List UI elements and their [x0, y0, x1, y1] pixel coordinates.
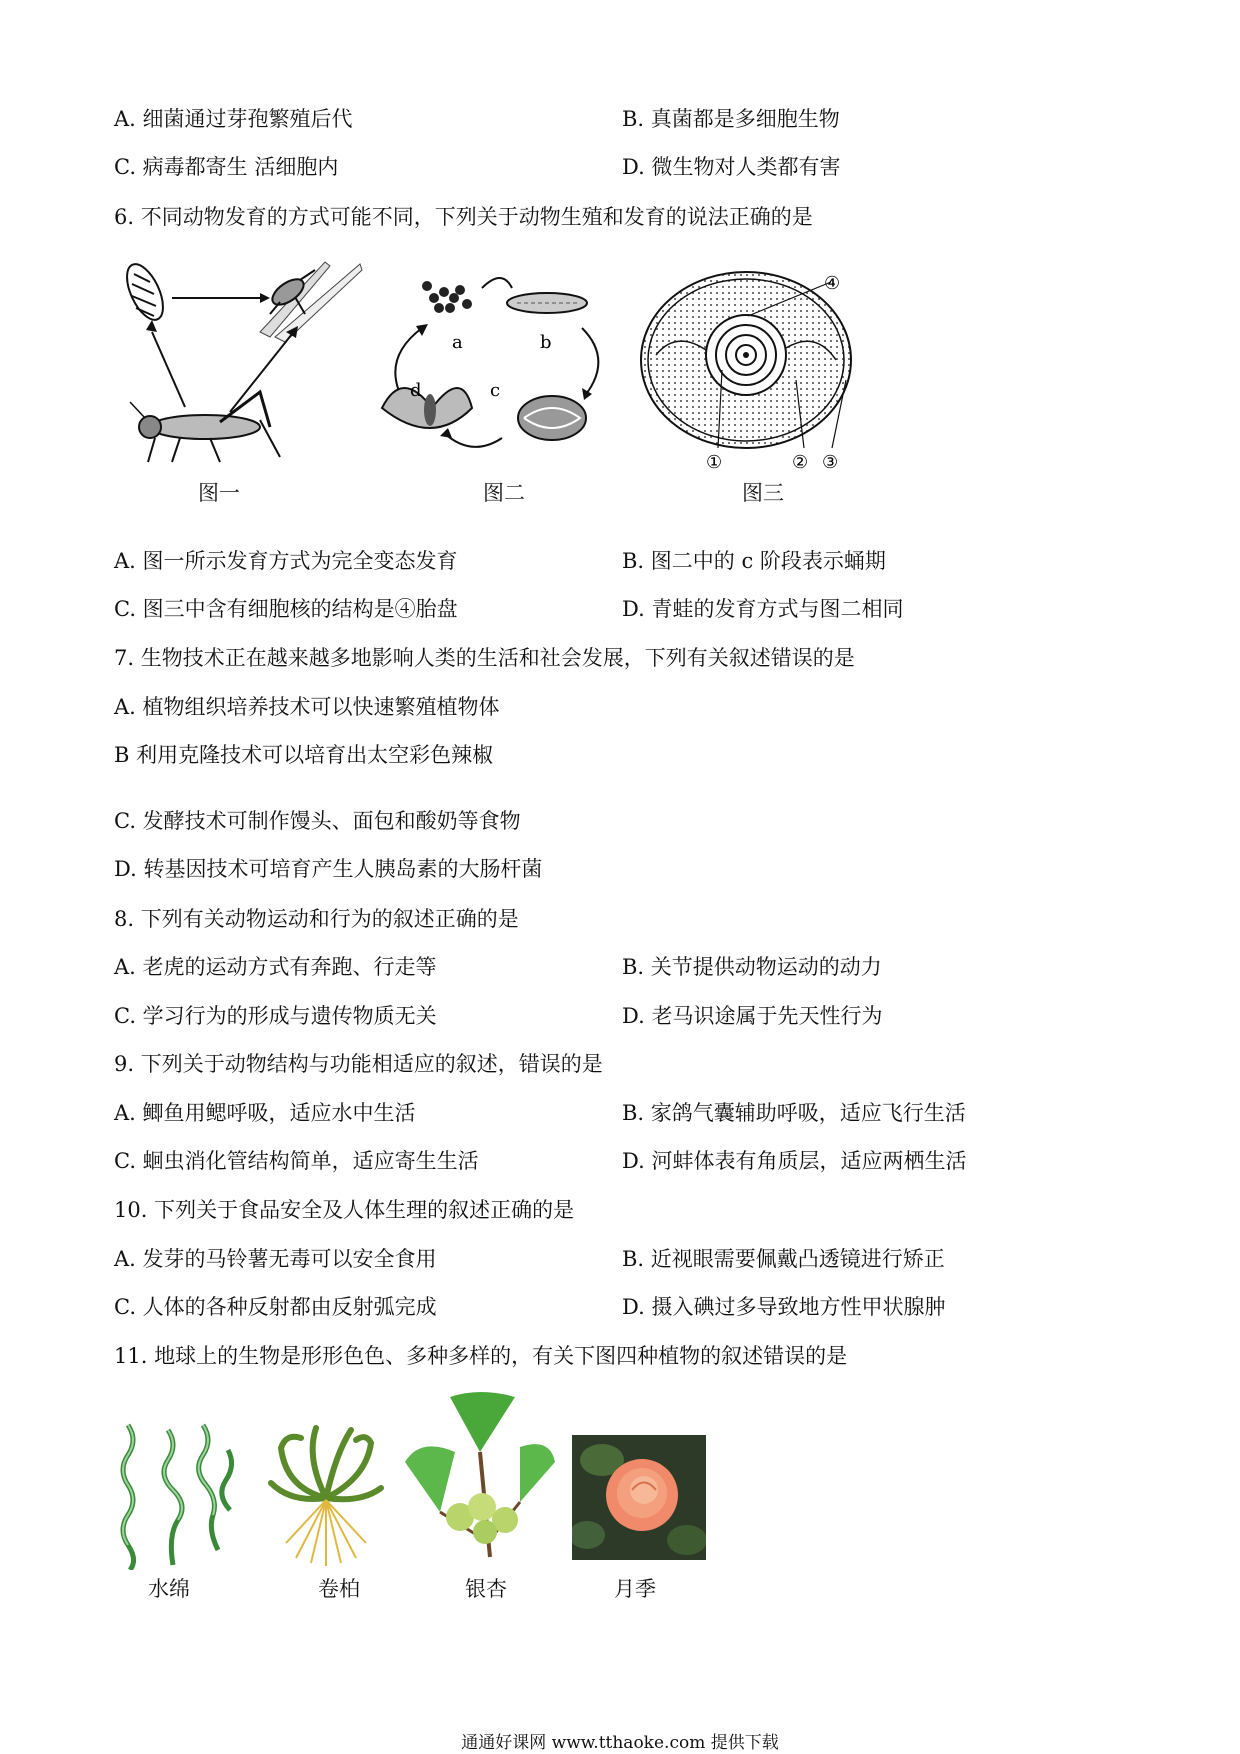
eggs-icon: [422, 281, 472, 313]
fig2-label-a: a: [452, 332, 463, 353]
q5-option-b: B. 真菌都是多细胞生物: [622, 107, 840, 131]
q6-option-d: D. 青蛙的发育方式与图二相同: [622, 597, 904, 621]
pupa-icon: [518, 396, 586, 440]
figure-1-grasshopper-cycle: [110, 252, 380, 472]
q10-option-d: D. 摄入碘过多导致地方性甲状腺肿: [622, 1295, 946, 1319]
q11-stem: 11. 地球上的生物是形形色色、多种多样的，有关下图四种植物的叙述错误的是: [114, 1344, 848, 1368]
egg-icon: [120, 259, 171, 325]
fig3-label-1: ①: [706, 452, 723, 473]
q10-stem: 10. 下列关于食品安全及人体生理的叙述正确的是: [114, 1198, 575, 1222]
moth-icon: [382, 388, 472, 428]
q8-option-d: D. 老马识途属于先天性行为: [622, 1004, 883, 1028]
q9-option-a: A. 鲫鱼用鳃呼吸，适应水中生活: [114, 1101, 416, 1125]
q9-option-c: C. 蛔虫消化管结构简单，适应寄生生活: [114, 1149, 479, 1173]
q6-stem: 6. 不同动物发育的方式可能不同，下列关于动物生殖和发育的说法正确的是: [114, 205, 813, 229]
q5-option-c: C. 病毒都寄生 活细胞内: [114, 155, 339, 179]
spirogyra-caption: 水绵: [148, 1577, 190, 1601]
q5-option-d: D. 微生物对人类都有害: [622, 155, 841, 179]
figure-3-bird-egg: [636, 260, 876, 475]
selaginella-image: [266, 1418, 386, 1568]
rose-image: [572, 1435, 706, 1560]
q10-option-b: B. 近视眼需要佩戴凸透镜进行矫正: [622, 1247, 945, 1271]
q6-option-b: B. 图二中的 c 阶段表示蛹期: [622, 549, 886, 573]
fig2-label-c: c: [490, 380, 501, 401]
figure-2-caption: 图二: [483, 481, 525, 505]
fig3-label-3: ③: [822, 452, 839, 473]
q10-option-a: A. 发芽的马铃薯无毒可以安全食用: [114, 1247, 437, 1271]
q7-option-c: C. 发酵技术可制作馒头、面包和酸奶等食物: [114, 809, 521, 833]
nymph-icon: [260, 262, 362, 342]
selaginella-caption: 卷柏: [318, 1577, 360, 1601]
ginkgo-caption: 银杏: [465, 1577, 507, 1601]
q7-option-a: A. 植物组织培养技术可以快速繁殖植物体: [114, 695, 500, 719]
q6-option-c: C. 图三中含有细胞核的结构是④胎盘: [114, 597, 458, 621]
figure-3-caption: 图三: [742, 481, 784, 505]
larva-icon: [507, 293, 587, 313]
fig2-label-d: d: [410, 380, 422, 401]
q6-option-a: A. 图一所示发育方式为完全变态发育: [114, 549, 458, 573]
adult-grasshopper-icon: [130, 392, 280, 462]
fig3-label-4: ④: [824, 273, 841, 294]
q9-option-d: D. 河蚌体表有角质层，适应两栖生活: [622, 1149, 967, 1173]
footer-source: 通通好课网 www.tthaoke.com 提供下载: [461, 1733, 779, 1753]
spirogyra-image: [118, 1420, 244, 1570]
q7-option-d: D. 转基因技术可培育产生人胰岛素的大肠杆菌: [114, 857, 543, 881]
q9-option-b: B. 家鸽气囊辅助呼吸，适应飞行生活: [622, 1101, 966, 1125]
figure-1-caption: 图一: [198, 481, 240, 505]
q8-stem: 8. 下列有关动物运动和行为的叙述正确的是: [114, 907, 519, 931]
figure-2-silkworm-cycle: [372, 258, 622, 468]
q7-option-b: B 利用克隆技术可以培育出太空彩色辣椒: [114, 743, 494, 767]
q10-option-c: C. 人体的各种反射都由反射弧完成: [114, 1295, 437, 1319]
fig3-label-2: ②: [792, 452, 809, 473]
fig2-label-b: b: [540, 332, 552, 353]
q8-option-a: A. 老虎的运动方式有奔跑、行走等: [114, 955, 437, 979]
q7-stem: 7. 生物技术正在越来越多地影响人类的生活和社会发展，下列有关叙述错误的是: [114, 646, 855, 670]
q5-option-a: A. 细菌通过芽孢繁殖后代: [114, 107, 353, 131]
ginkgo-image: [400, 1392, 558, 1572]
q8-option-b: B. 关节提供动物运动的动力: [622, 955, 882, 979]
q8-option-c: C. 学习行为的形成与遗传物质无关: [114, 1004, 437, 1028]
rose-caption: 月季: [614, 1577, 656, 1601]
q9-stem: 9. 下列关于动物结构与功能相适应的叙述，错误的是: [114, 1052, 603, 1076]
